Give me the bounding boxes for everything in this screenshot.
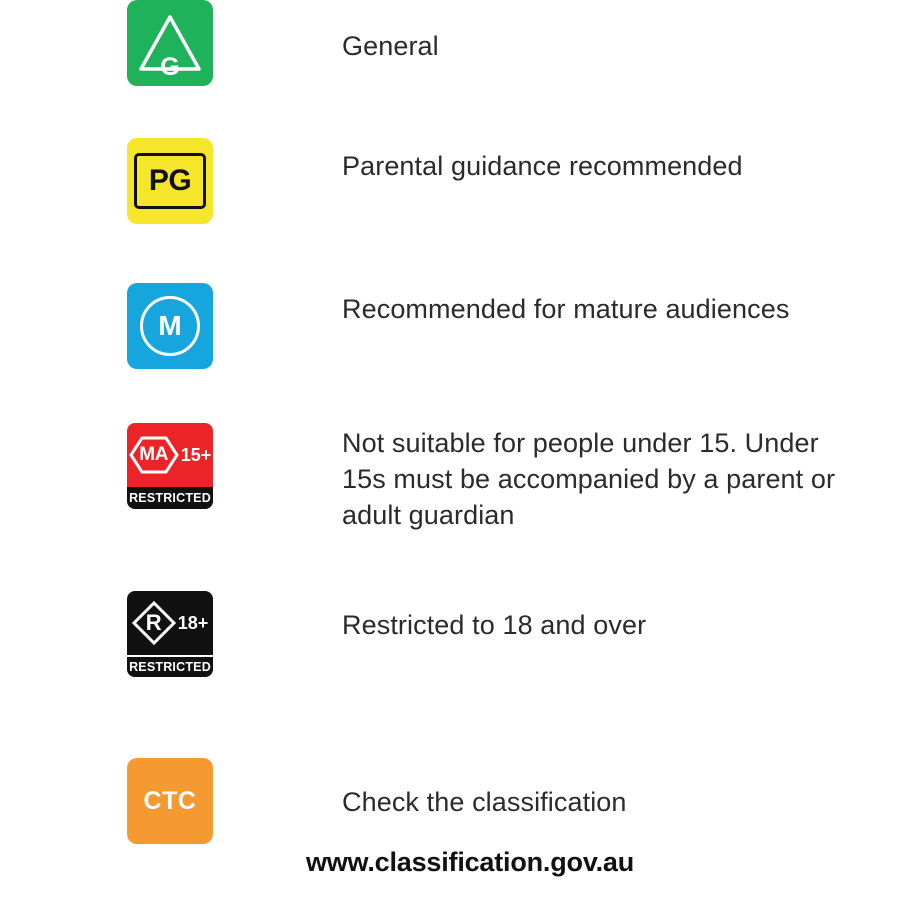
rating-row-g (0, 0, 900, 130)
rating-code-ma: MA (139, 444, 169, 465)
rating-code-m: M (140, 296, 200, 356)
rating-age-ma15: 15+ (180, 444, 212, 465)
rating-code-r: R (145, 610, 162, 635)
rating-row-ctc (0, 740, 900, 860)
rating-description-m: Recommended for mature audiences (342, 294, 790, 324)
rating-badge-m-icon (127, 283, 213, 369)
hexagon-icon (129, 436, 179, 474)
rating-age-r18: 18+ (177, 612, 209, 633)
rating-badge-r18-icon (127, 591, 213, 677)
ma15-top-group (127, 423, 213, 487)
rating-description-ctc: Check the classification (342, 787, 627, 817)
rating-badge-ctc-icon (127, 758, 213, 844)
rating-code-pg: PG (134, 153, 206, 209)
rating-badge-pg-icon (127, 138, 213, 224)
rating-row-pg (0, 130, 900, 275)
badge-cell-pg (0, 130, 340, 224)
rating-badge-g-icon (127, 0, 213, 86)
rating-row-m (0, 275, 900, 415)
badge-cell-g (0, 0, 340, 86)
diamond-icon (132, 601, 176, 645)
restricted-bar-ma15: RESTRICTED (127, 487, 213, 509)
rating-code-ctc: CTC (143, 786, 197, 815)
footer-website-url[interactable]: www.classification.gov.au (305, 847, 635, 877)
badge-cell-ma15 (0, 415, 340, 509)
badge-cell-ctc (0, 740, 340, 844)
r18-top-group (127, 591, 213, 655)
badge-cell-r18 (0, 585, 340, 677)
rating-description-ma15: Not suitable for people under 15. Under 15s must be accompanied by a parent or adult guardian (342, 428, 836, 530)
rating-description-g: General (342, 31, 439, 61)
rating-description-r18: Restricted to 18 and over (342, 610, 647, 640)
rating-description-pg: Parental guidance recommended (342, 151, 743, 181)
rating-code-g: G (160, 53, 180, 81)
badge-cell-m (0, 275, 340, 369)
rating-row-r18 (0, 585, 900, 740)
restricted-bar-r18: RESTRICTED (127, 655, 213, 677)
rating-row-ma15 (0, 415, 900, 585)
rating-badge-ma15-icon (127, 423, 213, 509)
